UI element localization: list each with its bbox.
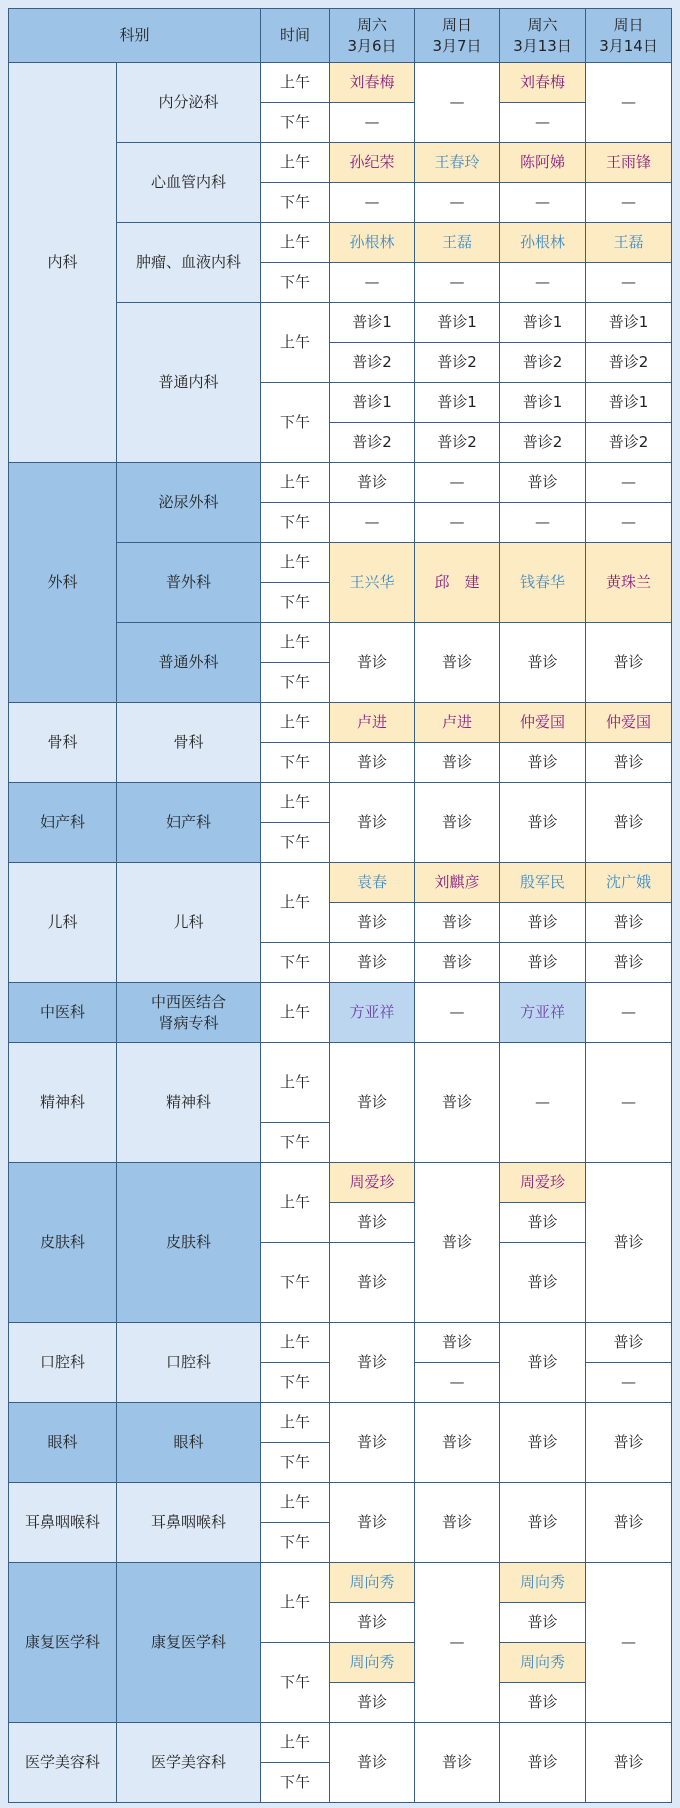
schedule-cell: 普诊 xyxy=(586,1403,672,1483)
schedule-cell: — xyxy=(330,503,415,543)
subdept-erke: 儿科 xyxy=(117,863,261,983)
doctor-cell: 周向秀 xyxy=(500,1563,586,1603)
schedule-cell: — xyxy=(586,503,672,543)
schedule-cell: 普诊2 xyxy=(415,343,500,383)
subdept-putongwaike: 普通外科 xyxy=(117,623,261,703)
schedule-cell: — xyxy=(415,263,500,303)
schedule-cell: 普诊 xyxy=(415,903,500,943)
schedule-cell: — xyxy=(415,63,500,143)
date: 3月7日 xyxy=(432,36,482,55)
schedule-cell: 普诊1 xyxy=(586,303,672,343)
doctor-cell: 孙纪荣 xyxy=(330,143,415,183)
subdept-jingshen: 精神科 xyxy=(117,1043,261,1163)
schedule-cell: 普诊 xyxy=(415,943,500,983)
table-row xyxy=(9,1043,672,1123)
subdept-putongneike: 普通内科 xyxy=(117,303,261,463)
schedule-cell: 普诊 xyxy=(330,1043,415,1163)
time-pm: 下午 xyxy=(261,583,330,623)
time-am: 上午 xyxy=(261,703,330,743)
dept-neike: 内科 xyxy=(9,63,117,463)
dept-zhongyi: 中医科 xyxy=(9,983,117,1043)
table-row xyxy=(9,983,672,1043)
table-row xyxy=(9,1163,672,1203)
time-am: 上午 xyxy=(261,863,330,943)
subdept-zhongliu: 肿瘤、血液内科 xyxy=(117,223,261,303)
schedule-cell: — xyxy=(415,183,500,223)
dept-erbi: 耳鼻咽喉科 xyxy=(9,1483,117,1563)
schedule-cell: 普诊 xyxy=(500,1683,586,1723)
doctor-cell: 殷军民 xyxy=(500,863,586,903)
subdept-pifu: 皮肤科 xyxy=(117,1163,261,1323)
dept-yanke: 眼科 xyxy=(9,1403,117,1483)
doctor-cell: 周向秀 xyxy=(500,1643,586,1683)
time-am: 上午 xyxy=(261,143,330,183)
time-am: 上午 xyxy=(261,1323,330,1363)
header-row xyxy=(9,9,672,63)
schedule-cell: — xyxy=(500,183,586,223)
schedule-cell: 普诊 xyxy=(500,623,586,703)
dept-guke: 骨科 xyxy=(9,703,117,783)
time-am: 上午 xyxy=(261,543,330,583)
time-am: 上午 xyxy=(261,1043,330,1123)
time-pm: 下午 xyxy=(261,103,330,143)
header-day-1 xyxy=(330,9,415,63)
doctor-cell: 周爱珍 xyxy=(500,1163,586,1203)
schedule-cell: 普诊 xyxy=(586,783,672,863)
subdept-erbi: 耳鼻咽喉科 xyxy=(117,1483,261,1563)
schedule-cell: — xyxy=(500,263,586,303)
schedule-cell: 普诊 xyxy=(500,1483,586,1563)
schedule-cell: 普诊2 xyxy=(500,423,586,463)
schedule-cell: 普诊 xyxy=(500,943,586,983)
schedule-cell: 普诊 xyxy=(415,1723,500,1803)
schedule-cell: 普诊2 xyxy=(586,343,672,383)
schedule-cell: 普诊 xyxy=(330,623,415,703)
schedule-cell: 普诊 xyxy=(415,1483,500,1563)
table-row xyxy=(9,63,672,103)
doctor-cell: 仲爱国 xyxy=(586,703,672,743)
schedule-cell: 普诊 xyxy=(586,1483,672,1563)
schedule-cell: 普诊 xyxy=(500,903,586,943)
time-am: 上午 xyxy=(261,463,330,503)
header-time: 时间 xyxy=(261,9,330,63)
time-pm: 下午 xyxy=(261,663,330,703)
subdept-line: 肾病专科 xyxy=(158,1013,219,1032)
dept-erke: 儿科 xyxy=(9,863,117,983)
schedule-cell: 普诊1 xyxy=(330,383,415,423)
schedule-cell: 普诊 xyxy=(330,1723,415,1803)
time-pm: 下午 xyxy=(261,1643,330,1723)
schedule-cell: 普诊 xyxy=(500,1243,586,1323)
schedule-cell: 普诊 xyxy=(586,1163,672,1323)
subdept-miniao: 泌尿外科 xyxy=(117,463,261,543)
dept-waike: 外科 xyxy=(9,463,117,703)
dept-kouqiang: 口腔科 xyxy=(9,1323,117,1403)
header-day-3 xyxy=(500,9,586,63)
time-am: 上午 xyxy=(261,1163,330,1243)
schedule-cell: 普诊 xyxy=(586,623,672,703)
header-dept: 科别 xyxy=(9,9,261,63)
schedule-cell: 普诊 xyxy=(586,903,672,943)
table-row xyxy=(9,1483,672,1523)
doctor-cell: 王春玲 xyxy=(415,143,500,183)
schedule-cell: — xyxy=(500,103,586,143)
dept-kangfu: 康复医学科 xyxy=(9,1563,117,1723)
schedule-cell: 普诊 xyxy=(330,1243,415,1323)
schedule-cell: 普诊2 xyxy=(330,343,415,383)
time-pm: 下午 xyxy=(261,1443,330,1483)
subdept-neifenmi: 内分泌科 xyxy=(117,63,261,143)
schedule-cell: 普诊1 xyxy=(500,383,586,423)
time-am: 上午 xyxy=(261,783,330,823)
schedule-cell: — xyxy=(586,983,672,1043)
schedule-cell: — xyxy=(330,263,415,303)
doctor-cell: 周向秀 xyxy=(330,1643,415,1683)
schedule-cell: — xyxy=(500,503,586,543)
time-am: 上午 xyxy=(261,1483,330,1523)
doctor-cell: 刘麒彦 xyxy=(415,863,500,903)
subdept-guke: 骨科 xyxy=(117,703,261,783)
doctor-cell: 刘春梅 xyxy=(500,63,586,103)
schedule-cell: 普诊 xyxy=(415,1163,500,1323)
schedule-cell: 普诊2 xyxy=(586,423,672,463)
doctor-cell: 孙根林 xyxy=(330,223,415,263)
subdept-line: 中西医结合 xyxy=(151,993,227,1012)
time-pm: 下午 xyxy=(261,183,330,223)
schedule-cell: 普诊 xyxy=(500,783,586,863)
schedule-cell: 普诊 xyxy=(330,943,415,983)
doctor-cell: 刘春梅 xyxy=(330,63,415,103)
schedule-cell: — xyxy=(330,103,415,143)
weekday: 周日 xyxy=(613,16,644,35)
subdept-kouqiang: 口腔科 xyxy=(117,1323,261,1403)
table-row xyxy=(9,1563,672,1603)
schedule-cell: — xyxy=(586,1043,672,1163)
schedule-cell: 普诊 xyxy=(330,1203,415,1243)
time-pm: 下午 xyxy=(261,263,330,303)
schedule-cell: 普诊 xyxy=(330,743,415,783)
doctor-cell: 王磊 xyxy=(586,223,672,263)
doctor-cell: 方亚祥 xyxy=(330,983,415,1043)
schedule-cell: 普诊 xyxy=(586,943,672,983)
doctor-cell: 卢进 xyxy=(415,703,500,743)
table-row xyxy=(9,1403,672,1443)
doctor-cell: 钱春华 xyxy=(500,543,586,623)
doctor-cell: 方亚祥 xyxy=(500,983,586,1043)
schedule-cell: 普诊 xyxy=(330,903,415,943)
header-day-2 xyxy=(415,9,500,63)
schedule-cell: 普诊1 xyxy=(500,303,586,343)
schedule-cell: 普诊 xyxy=(415,1323,500,1363)
schedule-cell: 普诊 xyxy=(330,1603,415,1643)
schedule-cell: 普诊1 xyxy=(586,383,672,423)
schedule-cell: 普诊 xyxy=(330,1683,415,1723)
schedule-cell: 普诊1 xyxy=(415,303,500,343)
doctor-cell: 陈阿娣 xyxy=(500,143,586,183)
schedule-cell: — xyxy=(415,463,500,503)
dept-pifu: 皮肤科 xyxy=(9,1163,117,1323)
time-am: 上午 xyxy=(261,1723,330,1763)
doctor-cell: 沈广娥 xyxy=(586,863,672,903)
time-pm: 下午 xyxy=(261,1763,330,1803)
doctor-cell: 王磊 xyxy=(415,223,500,263)
time-am: 上午 xyxy=(261,223,330,263)
schedule-cell: 普诊2 xyxy=(330,423,415,463)
schedule-cell: 普诊 xyxy=(586,1723,672,1803)
schedule-cell: — xyxy=(586,1563,672,1723)
schedule-cell: 普诊 xyxy=(500,743,586,783)
schedule-cell: 普诊 xyxy=(415,1403,500,1483)
schedule-cell: — xyxy=(415,1363,500,1403)
schedule-cell: 普诊 xyxy=(415,783,500,863)
time-pm: 下午 xyxy=(261,1363,330,1403)
doctor-cell: 王兴华 xyxy=(330,543,415,623)
weekday: 周六 xyxy=(527,16,558,35)
time-pm: 下午 xyxy=(261,1123,330,1163)
subdept-puwai: 普外科 xyxy=(117,543,261,623)
schedule-cell: 普诊 xyxy=(500,1723,586,1803)
schedule-cell: — xyxy=(586,63,672,143)
table-row xyxy=(9,1723,672,1763)
time-am: 上午 xyxy=(261,623,330,663)
subdept-fuchan: 妇产科 xyxy=(117,783,261,863)
time-pm: 下午 xyxy=(261,823,330,863)
subdept-yanke: 眼科 xyxy=(117,1403,261,1483)
schedule-cell: 普诊2 xyxy=(415,423,500,463)
schedule-cell: — xyxy=(586,463,672,503)
subdept-kangfu: 康复医学科 xyxy=(117,1563,261,1723)
schedule-cell: — xyxy=(330,183,415,223)
date: 3月13日 xyxy=(513,36,572,55)
time-pm: 下午 xyxy=(261,743,330,783)
table-row xyxy=(9,1323,672,1363)
dept-jingshen: 精神科 xyxy=(9,1043,117,1163)
subdept-xinxueguan: 心血管内科 xyxy=(117,143,261,223)
doctor-cell: 仲爱国 xyxy=(500,703,586,743)
weekday: 周六 xyxy=(357,16,388,35)
table-row xyxy=(9,783,672,823)
schedule-cell: — xyxy=(415,503,500,543)
schedule-cell: 普诊 xyxy=(330,1483,415,1563)
doctor-cell: 卢进 xyxy=(330,703,415,743)
schedule-cell: 普诊 xyxy=(500,463,586,503)
clinic-schedule-table xyxy=(8,8,672,1803)
time-pm: 下午 xyxy=(261,383,330,463)
schedule-cell: 普诊1 xyxy=(415,383,500,423)
schedule-cell: 普诊1 xyxy=(330,303,415,343)
schedule-cell: 普诊 xyxy=(500,1603,586,1643)
schedule-cell: 普诊 xyxy=(500,1403,586,1483)
doctor-cell: 邱 建 xyxy=(415,543,500,623)
schedule-cell: 普诊 xyxy=(415,1043,500,1163)
schedule-cell: 普诊 xyxy=(330,1403,415,1483)
table-row xyxy=(9,863,672,903)
subdept-zhongxi xyxy=(117,983,261,1043)
doctor-cell: 黄珠兰 xyxy=(586,543,672,623)
schedule-cell: 普诊 xyxy=(500,1323,586,1403)
doctor-cell: 周爱珍 xyxy=(330,1163,415,1203)
time-am: 上午 xyxy=(261,63,330,103)
doctor-cell: 王雨锋 xyxy=(586,143,672,183)
schedule-cell: 普诊 xyxy=(586,743,672,783)
schedule-cell: 普诊2 xyxy=(500,343,586,383)
schedule-cell: — xyxy=(415,1563,500,1723)
schedule-cell: — xyxy=(586,183,672,223)
time-pm: 下午 xyxy=(261,943,330,983)
time-am: 上午 xyxy=(261,1403,330,1443)
schedule-cell: 普诊 xyxy=(415,623,500,703)
time-am: 上午 xyxy=(261,303,330,383)
subdept-meirong: 医学美容科 xyxy=(117,1723,261,1803)
time-pm: 下午 xyxy=(261,1523,330,1563)
header-day-4 xyxy=(586,9,672,63)
schedule-cell: — xyxy=(586,1363,672,1403)
doctor-cell: 袁春 xyxy=(330,863,415,903)
schedule-cell: 普诊 xyxy=(586,1323,672,1363)
schedule-cell: — xyxy=(586,263,672,303)
doctor-cell: 孙根林 xyxy=(500,223,586,263)
doctor-cell: 周向秀 xyxy=(330,1563,415,1603)
time-am: 上午 xyxy=(261,1563,330,1643)
schedule-cell: 普诊 xyxy=(330,783,415,863)
table-row xyxy=(9,463,672,503)
time-pm: 下午 xyxy=(261,1243,330,1323)
schedule-cell: 普诊 xyxy=(415,743,500,783)
table-row xyxy=(9,703,672,743)
date: 3月6日 xyxy=(347,36,397,55)
schedule-cell: 普诊 xyxy=(330,1323,415,1403)
time-pm: 下午 xyxy=(261,503,330,543)
schedule-cell: — xyxy=(500,1043,586,1163)
dept-fuchan: 妇产科 xyxy=(9,783,117,863)
date: 3月14日 xyxy=(599,36,658,55)
schedule-cell: — xyxy=(415,983,500,1043)
weekday: 周日 xyxy=(442,16,473,35)
time-am: 上午 xyxy=(261,983,330,1043)
dept-meirong: 医学美容科 xyxy=(9,1723,117,1803)
schedule-cell: 普诊 xyxy=(500,1203,586,1243)
schedule-cell: 普诊 xyxy=(330,463,415,503)
